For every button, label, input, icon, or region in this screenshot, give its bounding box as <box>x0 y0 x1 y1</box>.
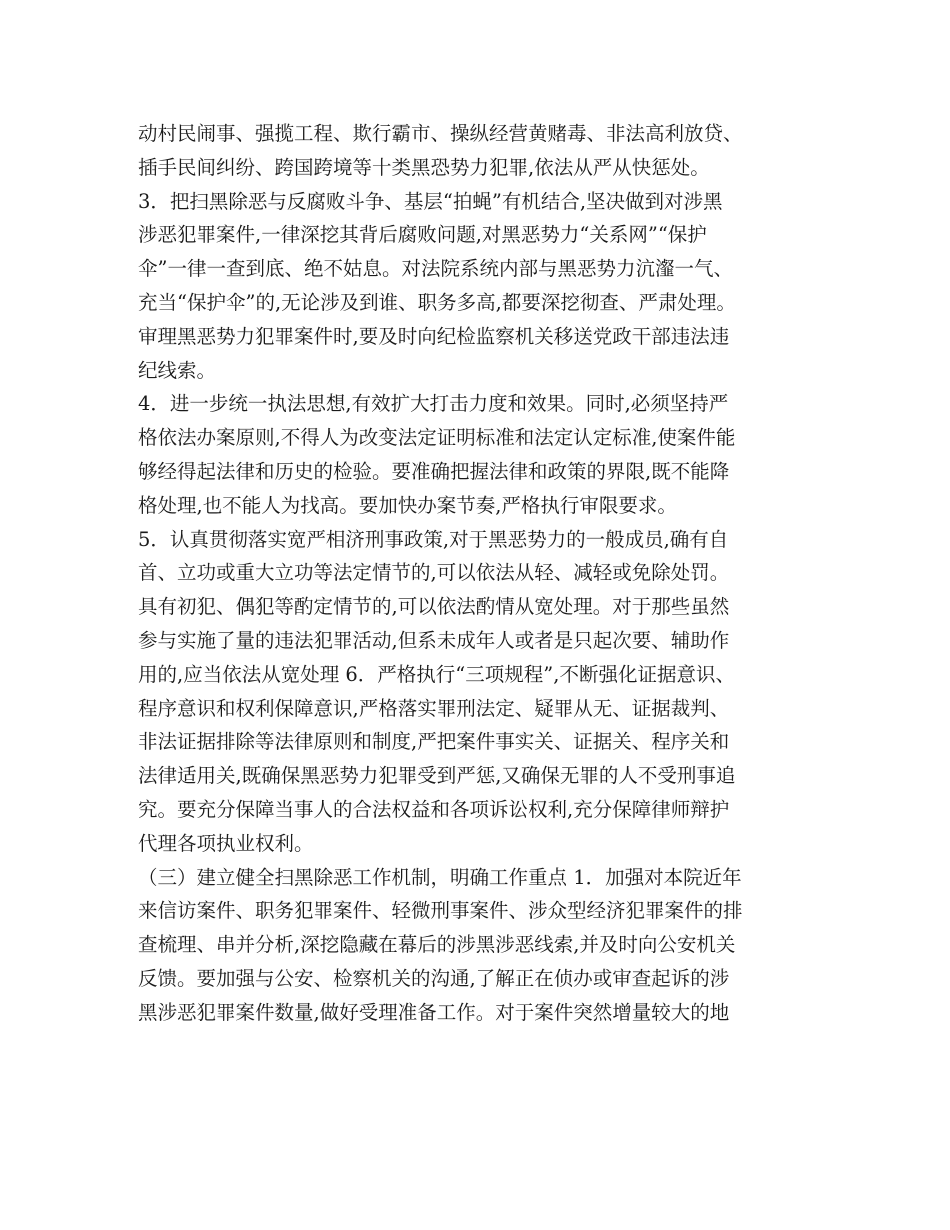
text-line: 用的,应当依法从宽处理 6．严格执行“三项规程”,不断强化证据意识、 <box>138 662 735 686</box>
text-line: 4．进一步统一执法思想,有效扩大打击力度和效果。同时,必须坚持严 <box>138 392 729 416</box>
text-line: 格依法办案原则,不得人为改变法定证明标准和法定认定标准,使案件能 <box>138 426 736 450</box>
text-line: 法律适用关,既确保黑恶势力犯罪受到严惩,又确保无罪的人不受刑事追 <box>138 764 736 788</box>
text-line: 伞”一律一查到底、绝不姑息。对法院系统内部与黑恶势力沆瀣一气、 <box>138 257 733 281</box>
text-line: （三）建立健全扫黑除恶工作机制，明确工作重点 1．加强对本院近年 <box>138 865 742 889</box>
text-line: 黑涉恶犯罪案件数量,做好受理准备工作。对于案件突然增量较大的地 <box>138 1000 730 1024</box>
text-line: 代理各项执业权利。 <box>138 831 314 855</box>
text-line: 非法证据排除等法律原则和制度,严把案件事实关、证据关、程序关和 <box>138 730 730 754</box>
text-line: 充当“保护伞”的,无论涉及到谁、职务多高,都要深挖彻查、严肃处理。 <box>138 290 736 314</box>
text-line: 审理黑恶势力犯罪案件时,要及时向纪检监察机关移送党政干部违法违 <box>138 324 730 348</box>
text-line: 5．认真贯彻落实宽严相济刑事政策,对于黑恶势力的一般成员,确有自 <box>138 527 729 551</box>
text-line: 涉恶犯罪案件,一律深挖其背后腐败问题,对黑恶势力“关系网”“保护 <box>138 223 707 247</box>
text-line: 来信访案件、职务犯罪案件、轻微刑事案件、涉众型经济犯罪案件的排 <box>138 899 743 923</box>
text-line: 动村民闹事、强揽工程、欺行霸市、操纵经营黄赌毒、非法高利放贷、 <box>138 122 743 145</box>
text-line: 纪线索。 <box>138 358 217 382</box>
text-line: 3．把扫黑除恶与反腐败斗争、基层“拍蝇”有机结合,坚决做到对涉黑 <box>138 189 723 213</box>
text-line: 查梳理、串并分析,深挖隐藏在幕后的涉黑涉恶线索,并及时向公安机关 <box>138 933 736 957</box>
text-line: 究。要充分保障当事人的合法权益和各项诉讼权利,充分保障律师辩护 <box>138 797 730 821</box>
text-line: 参与实施了量的违法犯罪活动,但系未成年人或者是只起次要、辅助作 <box>138 628 730 652</box>
text-line: 格处理,也不能人为找高。要加快办案节奏,严格执行审限要求。 <box>138 493 677 517</box>
text-line: 具有初犯、偶犯等酌定情节的,可以依法酌情从宽处理。对于那些虽然 <box>138 595 730 619</box>
text-line: 反馈。要加强与公安、检察机关的沟通,了解正在侦办或审查起诉的涉 <box>138 966 730 990</box>
body-text <box>138 117 828 1030</box>
text-line: 够经得起法律和历史的检验。要准确把握法律和政策的界限,既不能降 <box>138 459 730 483</box>
text-line: 插手民间纠纷、跨国跨境等十类黑恐势力犯罪,依法从严从快惩处。 <box>138 155 710 179</box>
text-line: 程序意识和权利保障意识,严格落实罪刑法定、疑罪从无、证据裁判、 <box>138 696 730 720</box>
text-line: 首、立功或重大立功等法定情节的,可以依法从轻、减轻或免除处罚。 <box>138 561 730 585</box>
